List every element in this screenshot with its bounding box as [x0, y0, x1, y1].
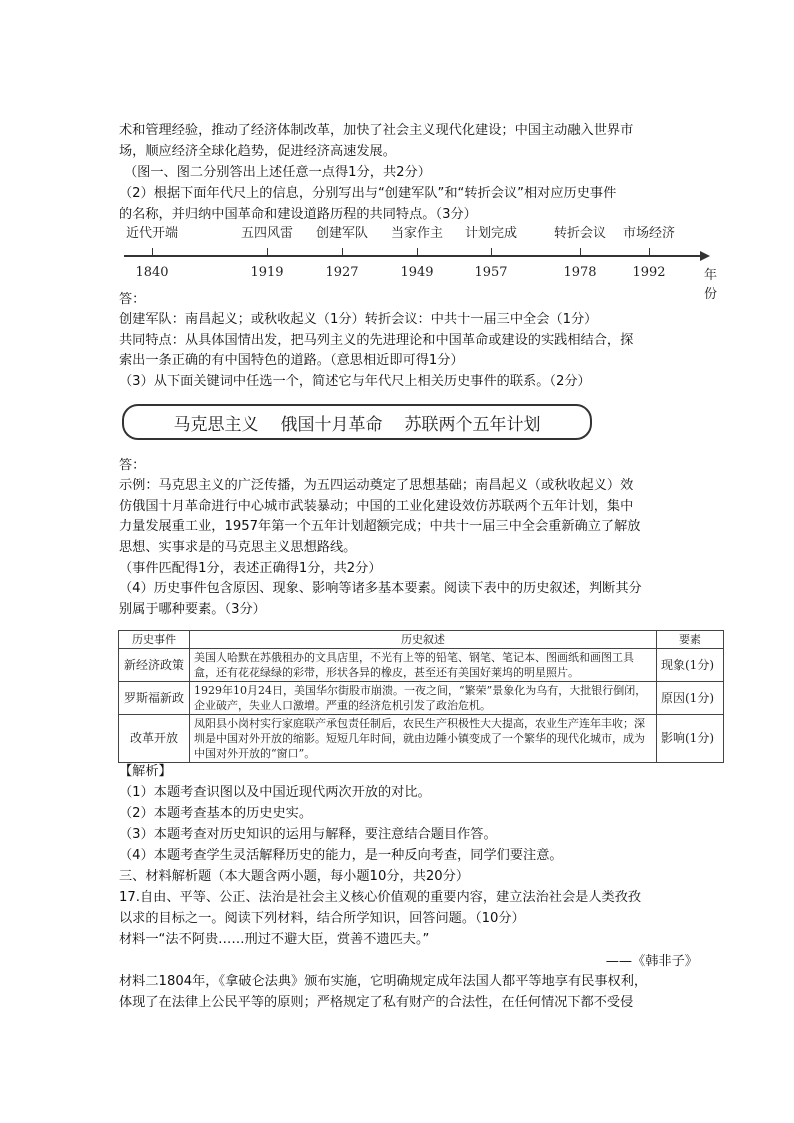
- section-heading: 【解析】: [119, 764, 172, 779]
- table-cell-text: 1929年10月24日，美国华尔街股市崩溃。一夜之间，“繁荣”景象化为乌有，大批银行倒闭，企业破产，失业人口激增。严重的经济危机引发了政治危机。: [190, 682, 657, 715]
- text-line: 共同特点：从具体国情出发，把马列主义的先进理论和中国革命或建设的实践相结合，探: [119, 333, 634, 348]
- timeline-figure: 近代开端 1840 五四风雷 1919 创建军队 1927 当家作主 1949 计划完成 1957 转折会议 1978 市场经济 1992 年份: [122, 222, 722, 284]
- text-line: （1）本题考查识图以及中国近现代两次开放的对比。: [119, 785, 431, 800]
- table-cell-element: 原因(1分): [657, 682, 724, 715]
- table-header: 要素: [657, 631, 724, 649]
- table-cell-element: 影响(1分): [657, 715, 724, 763]
- text-line: 体现了在法律上公民平等的原则；严格规定了私有财产的合法性，在任何情况下都不受侵: [119, 995, 634, 1010]
- timeline-arrow: [700, 251, 710, 261]
- text-line: 创建军队：南昌起义；或秋收起义（1分）转折会议：中共十一届三中全会（1分）: [119, 312, 598, 327]
- text-line: （4）本题考查学生灵活解释历史的能力，是一种反向考查，同学们要注意。: [119, 848, 563, 863]
- table-header: 历史事件: [119, 631, 190, 649]
- text-line: 答：: [119, 292, 146, 307]
- text-line: （2）根据下面年代尺上的信息，分别写出与“创建军队”和“转折会议”相对应历史事件: [119, 186, 617, 201]
- text-line: 材料一“法不阿贵……刑过不避大臣，赏善不遗匹夫。”: [119, 932, 430, 947]
- timeline-axis: [124, 255, 702, 257]
- text-line: （2）本题考查基本的历史史实。: [119, 806, 313, 821]
- text-line: 材料二1804年，《拿破仑法典》颁布实施，它明确规定成年法国人都平等地享有民事权利，: [119, 974, 648, 989]
- table-header: 历史叙述: [190, 631, 657, 649]
- table-cell-text: 美国人哈默在苏俄租办的文具店里，不光有上等的铅笔、钢笔、笔记本、图画纸和画图工具盒，还有花花绿绿的彩带，形状各异的橡皮，甚至还有美国好莱坞的明星照片。: [190, 649, 657, 682]
- table-cell-element: 现象(1分): [657, 649, 724, 682]
- text-line: （3）本题考查对历史知识的运用与解释，要注意结合题目作答。: [119, 827, 497, 842]
- text-line: 索出一条正确的有中国特色的道路。（意思相近即可得1分）: [119, 353, 464, 368]
- table-cell-event: 改革开放: [119, 715, 190, 763]
- keyword: 苏联两个五年计划: [404, 414, 541, 435]
- history-table: [118, 630, 724, 763]
- source-citation: ——《韩非子》: [605, 954, 698, 969]
- table-header-row: [119, 631, 724, 649]
- text-line: 17.自由、平等、公正、法治是社会主义核心价值观的重要内容，建立法治社会是人类孜孜: [119, 890, 642, 905]
- text-line: （事件匹配得1分，表述正确得1分，共2分）: [119, 561, 382, 576]
- text-line: 的名称，并归纳中国革命和建设道路历程的共同特点。（3分）: [119, 207, 477, 222]
- text-line: 术和管理经验，推动了经济体制改革，加快了社会主义现代化建设；中国主动融入世界市: [119, 123, 634, 138]
- text-line: 示例：马克思主义的广泛传播，为五四运动奠定了思想基础；南昌起义（或秋收起义）效: [119, 478, 634, 493]
- keyword-box: [122, 404, 592, 440]
- table-cell-event: 新经济政策: [119, 649, 190, 682]
- text-line: 答：: [119, 458, 146, 473]
- table-row: [119, 715, 724, 763]
- table-row: [119, 682, 724, 715]
- table-cell-text: 凤阳县小岗村实行家庭联产承包责任制后，农民生产积极性大大提高，农业生产连年丰收；深圳是中国对外开放的缩影。短短几年时间，就由边陲小镇变成了一个繁华的现代化城市，成为中国对外开放的“窗口”。: [190, 715, 657, 763]
- table-row: [119, 649, 724, 682]
- text-line: 别属于哪种要素。（3分）: [119, 602, 266, 617]
- table-cell-event: 罗斯福新政: [119, 682, 190, 715]
- text-line: （3）从下面关键词中任选一个，简述它与年代尺上相关历史事件的联系。（2分）: [119, 374, 591, 389]
- text-line: 仿俄国十月革命进行中心城市武装暴动；中国的工业化建设效仿苏联两个五年计划，集中: [119, 499, 634, 514]
- keyword: 马克思主义: [173, 414, 259, 435]
- timeline-axis-label: 年份: [704, 268, 718, 302]
- text-line: 思想、实事求是的马克思主义思想路线。: [119, 540, 357, 555]
- keyword: 俄国十月革命: [280, 414, 383, 435]
- text-line: （4）历史事件包含原因、现象、影响等诸多基本要素。阅读下表中的历史叙述，判断其分: [119, 581, 642, 596]
- text-line: 三、材料解析题（本大题含两小题，每小题10分，共20分）: [119, 869, 470, 884]
- text-line: 以求的目标之一。阅读下列材料，结合所学知识，回答问题。（10分）: [119, 911, 525, 926]
- text-line: （图一、图二分别答出上述任意一点得1分，共2分）: [124, 165, 431, 180]
- text-line: 场，顺应经济全球化趋势，促进经济高速发展。: [119, 144, 396, 159]
- text-line: 力量发展重工业，1957年第一个五年计划超额完成；中共十一届三中全会重新确立了解放: [119, 519, 641, 534]
